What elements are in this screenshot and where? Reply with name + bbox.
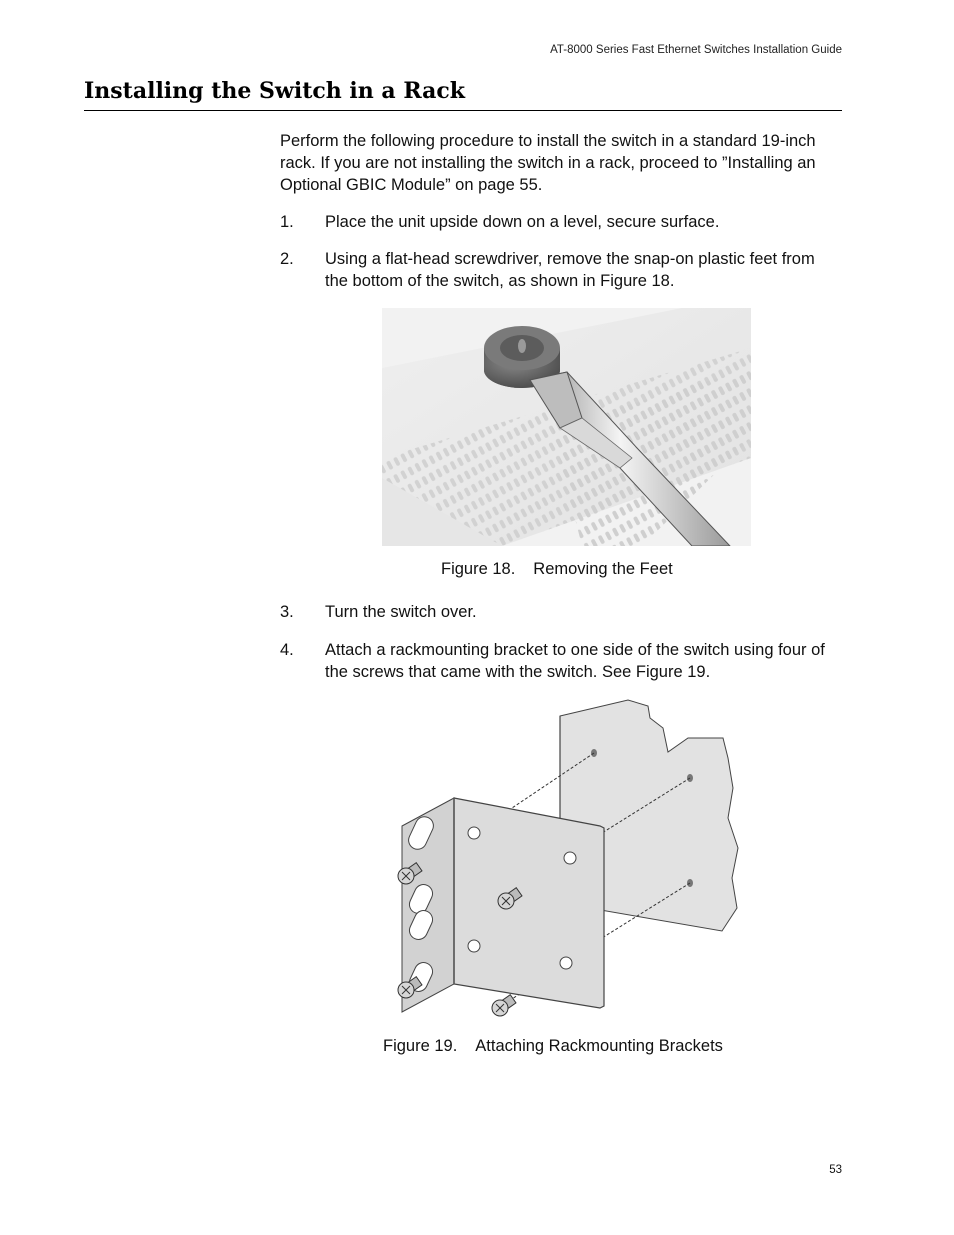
intro-paragraph: Perform the following procedure to install the switch in a standard 19-inch rack. If you are not installing the switch in a rack, proceed to ”Installing an Optional GBIC Module” on page 55. <box>280 132 816 194</box>
removing-feet-illustration <box>382 308 751 546</box>
figure-18-caption <box>441 558 673 580</box>
running-header: AT-8000 Series Fast Ethernet Switches Installation Guide <box>550 44 842 56</box>
figure-title: Attaching Rackmounting Brackets <box>475 1037 723 1055</box>
figure-title: Removing the Feet <box>533 560 673 578</box>
step-1 <box>280 211 842 233</box>
step-2 <box>280 248 842 292</box>
figure-18-illustration <box>382 308 751 546</box>
step-number: 4. <box>280 641 294 659</box>
figure-label: Figure 18. <box>441 560 516 578</box>
step-number: 1. <box>280 213 294 231</box>
step-text: Turn the switch over. <box>325 603 477 621</box>
section-title: Installing the Switch in a Rack <box>84 78 466 104</box>
step-4 <box>280 639 842 683</box>
step-3 <box>280 601 842 623</box>
step-text: Place the unit upside down on a level, secure surface. <box>325 213 720 231</box>
figure-19-caption <box>383 1035 723 1057</box>
figure-19-illustration <box>388 698 744 1023</box>
rackmount-bracket-illustration <box>388 698 744 1023</box>
figure-label: Figure 19. <box>383 1037 458 1055</box>
title-rule <box>84 110 842 111</box>
step-number: 3. <box>280 603 294 621</box>
step-number: 2. <box>280 250 294 268</box>
step-text: Using a flat-head screwdriver, remove the snap-on plastic feet from the bottom of the switch, as shown in Figure 18. <box>325 250 815 290</box>
step-text: Attach a rackmounting bracket to one side of the switch using four of the screws that came with the switch. See Figure 19. <box>325 641 825 681</box>
page-number: 53 <box>829 1164 842 1176</box>
